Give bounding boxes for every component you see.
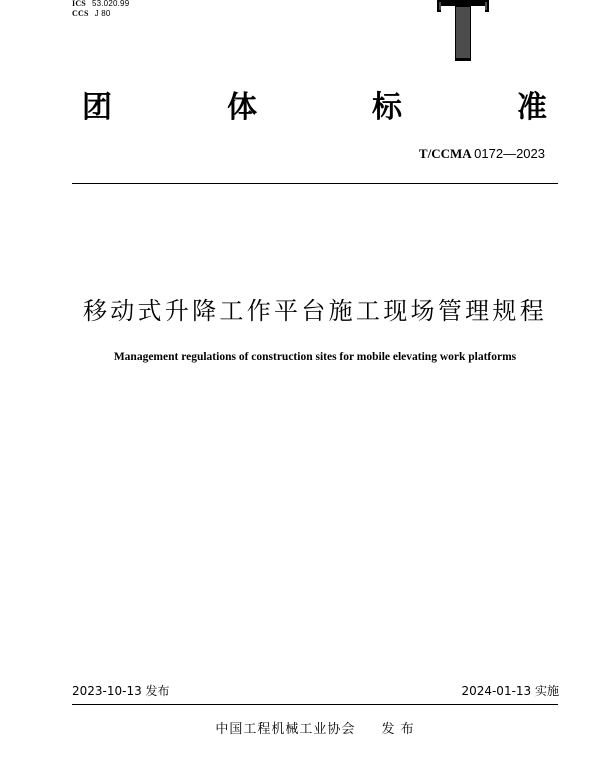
bottom-divider: [72, 704, 558, 705]
ics-value: 53.020.99: [91, 0, 130, 8]
standard-number: [419, 145, 545, 163]
standard-t-logo: [437, 0, 489, 62]
issue-date: 2023-10-13 发布: [72, 684, 170, 698]
doc-type-char-3: 标: [372, 90, 402, 125]
ccs-code: [72, 9, 111, 18]
title-english: Management regulations of construction sites for mobile elevating work platforms: [113, 351, 517, 363]
publisher-name: 中国工程机械工业协会: [215, 722, 356, 737]
doc-type-char-4: 准: [517, 90, 547, 125]
ics-label: ICS: [72, 0, 86, 8]
standard-prefix: T/CCMA: [418, 146, 471, 161]
publisher: [0, 721, 600, 739]
title-chinese: 移动式升降工作平台施工现场管理规程: [82, 297, 548, 325]
ccs-label: CCS: [72, 9, 89, 18]
doc-type-char-2: 体: [227, 90, 257, 125]
ics-code: [72, 0, 129, 8]
publisher-action: 发 布: [381, 722, 415, 737]
doc-type-char-1: 团: [82, 90, 112, 125]
implementation-date: 2024-01-13 实施: [461, 684, 559, 698]
top-divider: [72, 183, 558, 184]
standard-code: 0172—2023: [474, 146, 545, 161]
ccs-value: J 80: [94, 9, 111, 18]
